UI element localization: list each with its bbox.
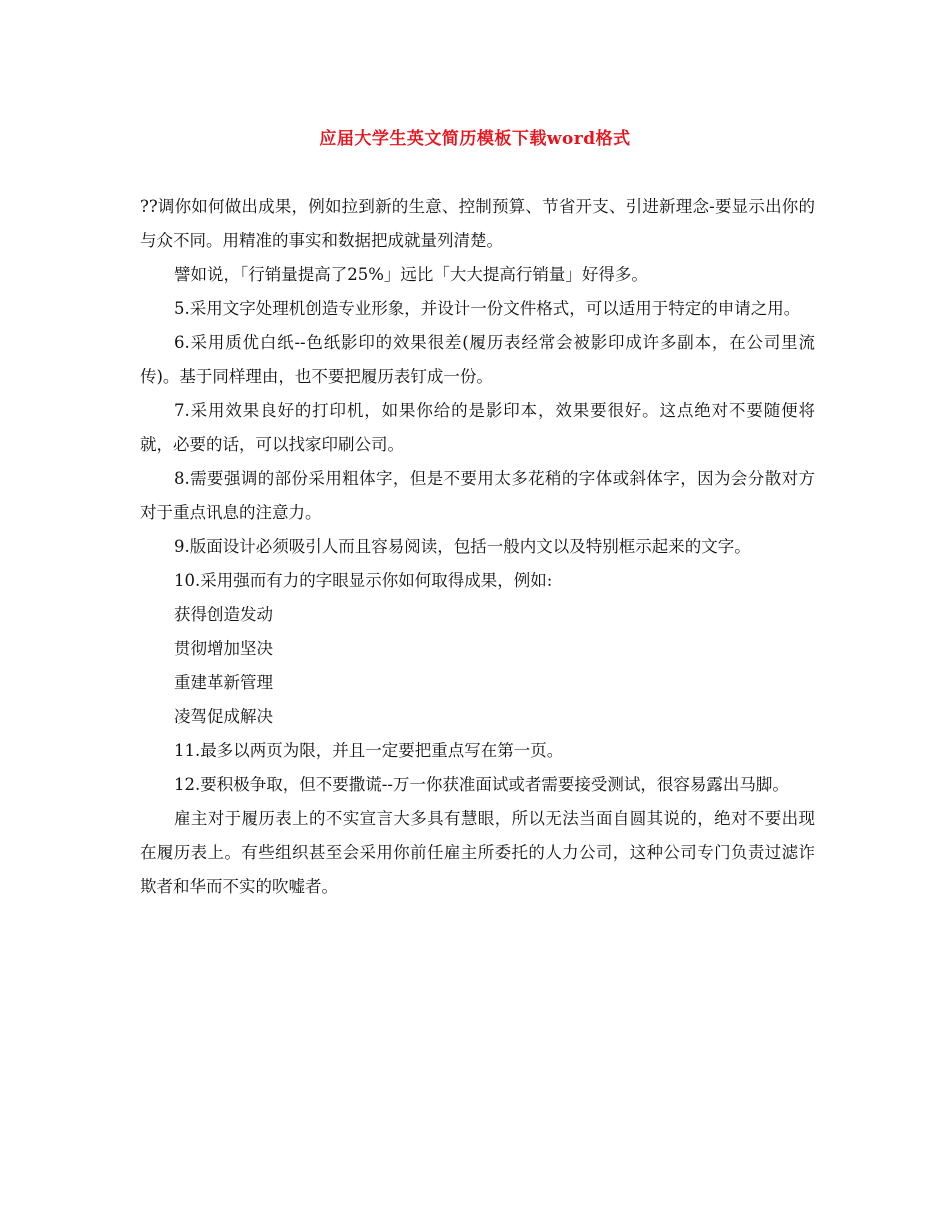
paragraph: 6.采用质优白纸--色纸影印的效果很差(履历表经常会被影印成许多副本，在公司里流传)。基于同样理由，也不要把履历表钉成一份。 <box>140 333 815 386</box>
paragraph: 雇主对于履历表上的不实宣言大多具有慧眼，所以无法当面自圆其说的，绝对不要出现在履历表上。有些组织甚至会采用你前任雇主所委托的人力公司，这种公司专门负责过滤诈欺者和华而不实的吹嘘者。 <box>140 809 815 896</box>
paragraph: 7.采用效果良好的打印机，如果你给的是影印本，效果要很好。这点绝对不要随便将就，必要的话，可以找家印刷公司。 <box>140 401 815 454</box>
document-body <box>140 190 815 904</box>
document-title: 应届大学生英文简历模板下载word格式 <box>319 129 631 149</box>
list-item: 凌驾促成解决 <box>174 707 273 726</box>
list-item: 获得创造发动 <box>174 605 273 624</box>
paragraph: 9.版面设计必须吸引人而且容易阅读，包括一般内文以及特别框示起来的文字。 <box>174 537 751 556</box>
paragraph: 譬如说，「行销量提高了25%」远比「大大提高行销量」好得多。 <box>174 265 648 284</box>
paragraph: 10.采用强而有力的字眼显示你如何取得成果，例如: <box>174 571 553 590</box>
paragraph: ??调你如何做出成果，例如拉到新的生意、控制预算、节省开支、引进新理念-要显示出你的与众不同。用精准的事实和数据把成就量列清楚。 <box>140 197 815 250</box>
paragraph: 5.采用文字处理机创造专业形象，并设计一份文件格式，可以适用于特定的申请之用。 <box>174 299 801 318</box>
paragraph: 12.要积极争取，但不要撒谎--万一你获准面试或者需要接受测试，很容易露出马脚。 <box>174 775 789 794</box>
paragraph: 11.最多以两页为限，并且一定要把重点写在第一页。 <box>174 741 564 760</box>
paragraph: 8.需要强调的部份采用粗体字，但是不要用太多花稍的字体或斜体字，因为会分散对方对于重点讯息的注意力。 <box>140 469 815 522</box>
list-item: 贯彻增加坚决 <box>174 639 273 658</box>
list-item: 重建革新管理 <box>174 673 273 692</box>
